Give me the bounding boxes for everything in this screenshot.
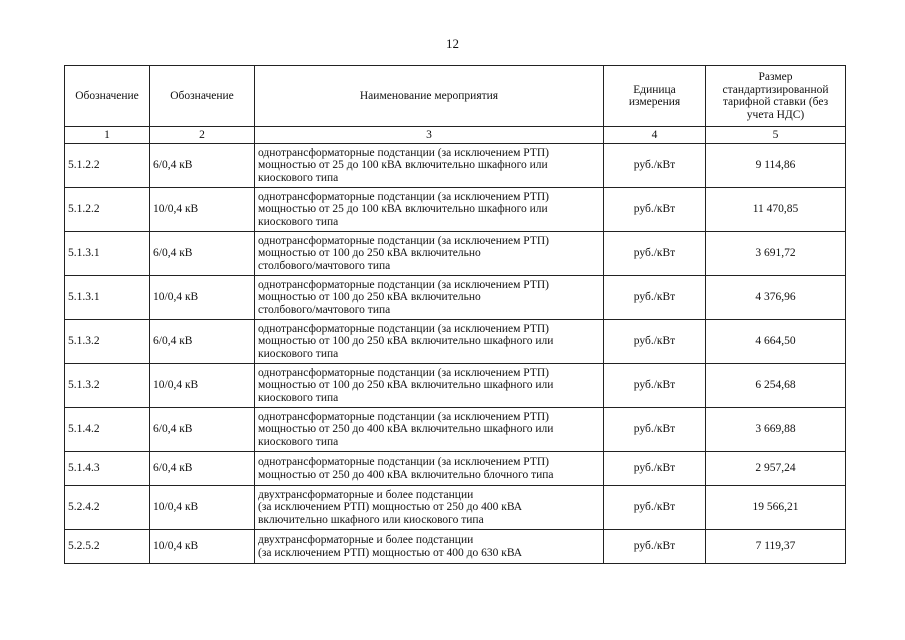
- column-number: 2: [150, 127, 255, 144]
- table-row: [65, 320, 846, 364]
- cell-rate-value: 7 119,37: [706, 530, 846, 564]
- cell-voltage: 10/0,4 кВ: [150, 530, 255, 564]
- cell-measure-name: [255, 276, 604, 320]
- cell-rate-value: 9 114,86: [706, 144, 846, 188]
- header-voltage: Обозначение: [150, 66, 255, 127]
- cell-unit: руб./кВт: [604, 232, 706, 276]
- header-row: [65, 66, 846, 127]
- measure-name-line: (за исключением РТП) мощностью от 250 до 400 кВА: [258, 501, 523, 514]
- cell-measure-name: [255, 364, 604, 408]
- cell-unit: руб./кВт: [604, 364, 706, 408]
- measure-name-line: киоскового типа: [258, 347, 339, 360]
- measure-name-line: однотрансформаторные подстанции (за исключением РТП): [258, 366, 549, 379]
- cell-unit: руб./кВт: [604, 530, 706, 564]
- cell-measure-name: [255, 530, 604, 564]
- measure-name-line: (за исключением РТП) мощностью от 400 до 630 кВА: [258, 546, 523, 559]
- measure-name-line: столбового/мачтового типа: [258, 303, 391, 316]
- cell-unit: руб./кВт: [604, 320, 706, 364]
- table-header: [65, 66, 846, 144]
- table-row: [65, 364, 846, 408]
- cell-measure-name: [255, 486, 604, 530]
- measure-name-line: однотрансформаторные подстанции (за исключением РТП): [258, 190, 549, 203]
- table-row: [65, 232, 846, 276]
- tariff-table: [64, 65, 846, 564]
- cell-unit: руб./кВт: [604, 452, 706, 486]
- cell-voltage: 6/0,4 кВ: [150, 144, 255, 188]
- cell-unit: руб./кВт: [604, 408, 706, 452]
- cell-unit: руб./кВт: [604, 188, 706, 232]
- cell-rate-value: 3 691,72: [706, 232, 846, 276]
- cell-voltage: 6/0,4 кВ: [150, 408, 255, 452]
- measure-name-line: мощностью от 250 до 400 кВА включительно шкафного или: [258, 423, 554, 436]
- cell-voltage: 6/0,4 кВ: [150, 232, 255, 276]
- measure-name-line: однотрансформаторные подстанции (за исключением РТП): [258, 278, 549, 291]
- table-row: [65, 486, 846, 530]
- cell-rate-value: 11 470,85: [706, 188, 846, 232]
- cell-voltage: 10/0,4 кВ: [150, 486, 255, 530]
- cell-code: 5.1.3.1: [65, 232, 150, 276]
- measure-name-line: киоскового типа: [258, 171, 339, 184]
- cell-code: 5.2.5.2: [65, 530, 150, 564]
- measure-name-line: мощностью от 25 до 100 кВА включительно шкафного или: [258, 159, 548, 172]
- measure-name-line: мощностью от 100 до 250 кВА включительно шкафного или: [258, 335, 554, 348]
- cell-rate-value: 4 664,50: [706, 320, 846, 364]
- cell-measure-name: [255, 232, 604, 276]
- cell-rate-value: 19 566,21: [706, 486, 846, 530]
- measure-name-line: киоскового типа: [258, 435, 339, 448]
- cell-voltage: 10/0,4 кВ: [150, 276, 255, 320]
- cell-rate-value: 2 957,24: [706, 452, 846, 486]
- cell-measure-name: [255, 408, 604, 452]
- measure-name-line: мощностью от 250 до 400 кВА включительно блочного типа: [258, 468, 554, 481]
- cell-measure-name: [255, 320, 604, 364]
- column-number: 3: [255, 127, 604, 144]
- cell-code: 5.1.3.2: [65, 320, 150, 364]
- table-row: [65, 276, 846, 320]
- cell-measure-name: [255, 452, 604, 486]
- column-number: 4: [604, 127, 706, 144]
- cell-measure-name: [255, 144, 604, 188]
- column-number-row: [65, 127, 846, 144]
- cell-code: 5.1.2.2: [65, 188, 150, 232]
- header-measure-name: Наименование мероприятия: [255, 66, 604, 127]
- header-code: Обозначение: [65, 66, 150, 127]
- measure-name-line: киоскового типа: [258, 391, 339, 404]
- measure-name-line: однотрансформаторные подстанции (за исключением РТП): [258, 146, 549, 159]
- cell-unit: руб./кВт: [604, 486, 706, 530]
- cell-unit: руб./кВт: [604, 144, 706, 188]
- cell-rate-value: 4 376,96: [706, 276, 846, 320]
- cell-voltage: 10/0,4 кВ: [150, 188, 255, 232]
- cell-voltage: 10/0,4 кВ: [150, 364, 255, 408]
- cell-code: 5.1.4.2: [65, 408, 150, 452]
- measure-name-line: двухтрансформаторные и более подстанции: [258, 534, 474, 546]
- column-number: 5: [706, 127, 846, 144]
- page-number: 12: [446, 36, 459, 51]
- measure-name-line: однотрансформаторные подстанции (за исключением РТП): [258, 456, 549, 468]
- cell-measure-name: [255, 188, 604, 232]
- measure-name-line: однотрансформаторные подстанции (за исключением РТП): [258, 322, 549, 335]
- measure-name-line: мощностью от 25 до 100 кВА включительно шкафного или: [258, 203, 548, 216]
- cell-rate-value: 6 254,68: [706, 364, 846, 408]
- cell-code: 5.1.4.3: [65, 452, 150, 486]
- measure-name-line: мощностью от 100 до 250 кВА включительно: [258, 247, 481, 260]
- table-row: [65, 144, 846, 188]
- cell-code: 5.1.2.2: [65, 144, 150, 188]
- cell-code: 5.2.4.2: [65, 486, 150, 530]
- measure-name-line: однотрансформаторные подстанции (за исключением РТП): [258, 410, 549, 423]
- table-row: [65, 408, 846, 452]
- measure-name-line: мощностью от 100 до 250 кВА включительно: [258, 291, 481, 304]
- measure-name-line: мощностью от 100 до 250 кВА включительно шкафного или: [258, 379, 554, 392]
- cell-code: 5.1.3.1: [65, 276, 150, 320]
- measure-name-line: однотрансформаторные подстанции (за исключением РТП): [258, 234, 549, 247]
- table-row: [65, 530, 846, 564]
- cell-rate-value: 3 669,88: [706, 408, 846, 452]
- cell-unit: руб./кВт: [604, 276, 706, 320]
- table-body: [65, 144, 846, 564]
- cell-code: 5.1.3.2: [65, 364, 150, 408]
- header-rate: Размер стандартизированной тарифной ставки (без учета НДС): [706, 66, 846, 127]
- cell-voltage: 6/0,4 кВ: [150, 452, 255, 486]
- measure-name-line: включительно шкафного или киоскового типа: [258, 513, 484, 526]
- header-unit: Единица измерения: [604, 66, 706, 127]
- measure-name-line: столбового/мачтового типа: [258, 259, 391, 272]
- column-number: 1: [65, 127, 150, 144]
- cell-voltage: 6/0,4 кВ: [150, 320, 255, 364]
- table-row: [65, 452, 846, 486]
- measure-name-line: двухтрансформаторные и более подстанции: [258, 488, 474, 501]
- measure-name-line: киоскового типа: [258, 215, 339, 228]
- table-row: [65, 188, 846, 232]
